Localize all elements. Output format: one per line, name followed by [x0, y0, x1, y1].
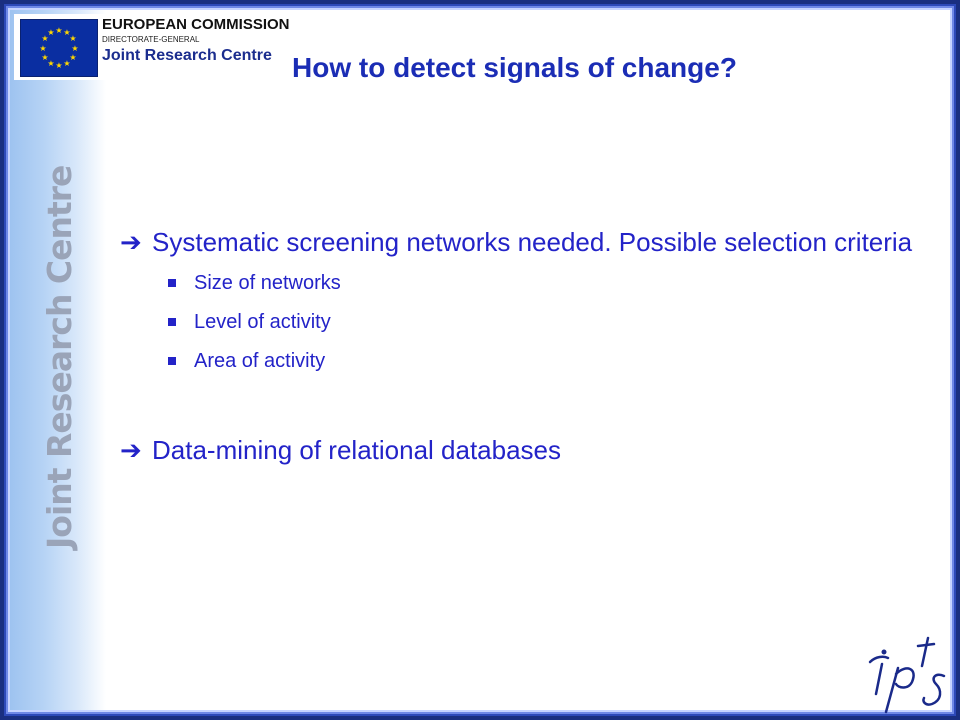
square-bullet-icon — [168, 318, 176, 326]
sub-bullet-text: Size of networks — [194, 272, 341, 294]
org-name: EUROPEAN COMMISSION — [102, 16, 290, 33]
svg-text:★: ★ — [55, 26, 63, 35]
svg-text:★: ★ — [41, 53, 49, 62]
square-bullet-icon — [168, 279, 176, 287]
svg-text:★: ★ — [55, 61, 63, 70]
svg-text:★: ★ — [47, 28, 55, 37]
square-bullet-icon — [168, 357, 176, 365]
org-centre-name: Joint Research Centre — [102, 47, 272, 64]
sub-bullet-list — [120, 264, 920, 381]
arrow-right-icon: ➔ — [120, 227, 142, 257]
sub-bullet-text: Area of activity — [194, 350, 326, 372]
bullet-text: Systematic screening networks needed. Possible selection criteria — [152, 227, 913, 257]
svg-text:★: ★ — [47, 59, 55, 68]
slide-title: How to detect signals of change? — [292, 52, 737, 83]
bullet-item — [120, 224, 920, 260]
jrc-header-logo — [14, 14, 290, 80]
svg-text:★: ★ — [63, 28, 71, 37]
svg-text:★: ★ — [71, 44, 79, 53]
sub-bullet-item — [120, 264, 920, 303]
sub-bullet-text: Level of activity — [194, 311, 331, 333]
eu-flag-icon — [20, 19, 98, 77]
svg-text:★: ★ — [39, 44, 47, 53]
svg-text:★: ★ — [41, 34, 49, 43]
slide-content — [120, 224, 920, 468]
sub-bullet-item — [120, 303, 920, 342]
sub-bullet-item — [120, 342, 920, 381]
svg-text:★: ★ — [69, 34, 77, 43]
eu-stars-graphic — [21, 20, 97, 76]
bullet-item — [120, 432, 920, 468]
bullet-text: Data-mining of relational databases — [152, 435, 562, 465]
svg-text:★: ★ — [63, 59, 71, 68]
org-directorate: DIRECTORATE-GENERAL — [102, 35, 200, 44]
sidebar-vertical-title: Joint Research Centre — [40, 165, 79, 549]
svg-text:★: ★ — [69, 53, 77, 62]
ipts-logo — [862, 634, 954, 714]
arrow-right-icon: ➔ — [120, 435, 142, 465]
